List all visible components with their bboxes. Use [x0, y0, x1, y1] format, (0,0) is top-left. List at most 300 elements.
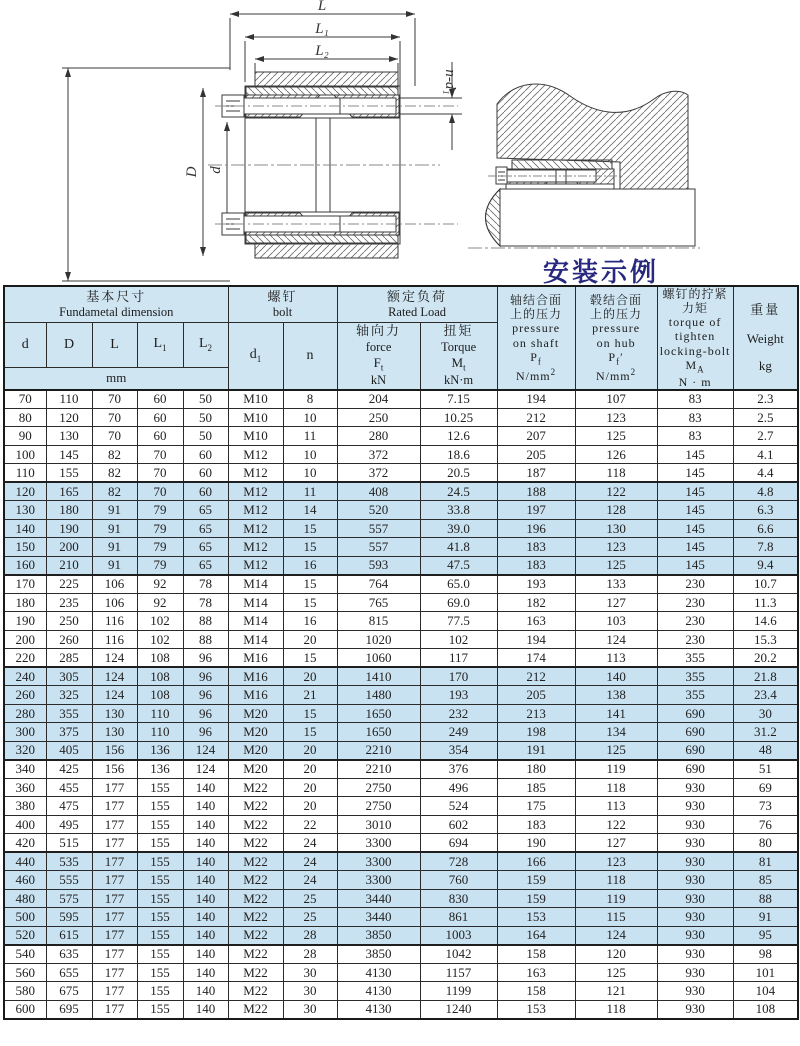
- table-row: [4, 926, 798, 945]
- cell: 355: [46, 704, 92, 723]
- cell: 31.2: [733, 723, 798, 742]
- cell: 24: [283, 852, 337, 871]
- cell: 141: [575, 704, 657, 723]
- table-row: [4, 630, 798, 649]
- col-axial-force: 轴向力 force $F_t$ kN: [337, 322, 420, 390]
- cell: 728: [420, 852, 497, 871]
- cell: 92: [137, 575, 183, 594]
- cell: 200: [46, 538, 92, 557]
- cell: 557: [337, 519, 420, 538]
- cell: 6.6: [733, 519, 798, 538]
- cell: 205: [497, 445, 575, 464]
- cell: M14: [228, 575, 283, 594]
- cell: 22: [283, 815, 337, 834]
- cell: 690: [657, 723, 733, 742]
- cell: 123: [575, 852, 657, 871]
- cell: 177: [92, 945, 137, 964]
- cell: 177: [92, 908, 137, 927]
- cell: 108: [137, 667, 183, 686]
- table-row: [4, 427, 798, 446]
- cell: M22: [228, 778, 283, 797]
- cell: 500: [4, 908, 46, 927]
- cell: 230: [657, 630, 733, 649]
- cell: 15: [283, 593, 337, 612]
- cell: 240: [4, 667, 46, 686]
- cell: 930: [657, 926, 733, 945]
- cell: 11: [283, 427, 337, 446]
- cell: 930: [657, 1000, 733, 1019]
- cell: 155: [137, 852, 183, 871]
- cell: 140: [183, 1000, 228, 1019]
- cell: 145: [657, 464, 733, 483]
- cell: 198: [497, 723, 575, 742]
- cell: 655: [46, 963, 92, 982]
- cell: M22: [228, 889, 283, 908]
- cell: 156: [92, 760, 137, 779]
- cell: 1157: [420, 963, 497, 982]
- cell: 425: [46, 760, 92, 779]
- cell: 140: [4, 519, 46, 538]
- cell: 70: [137, 445, 183, 464]
- cell: 175: [497, 797, 575, 816]
- cell: 107: [575, 390, 657, 409]
- cell: 155: [137, 797, 183, 816]
- cell: 124: [183, 760, 228, 779]
- header-tighten-torque: 螺钉的拧紧 力矩 torque of tighten locking-bolt $M_A$ N · m: [657, 286, 733, 390]
- table-row: [4, 945, 798, 964]
- cell: 155: [137, 834, 183, 853]
- cell: 191: [497, 741, 575, 760]
- cell: 91: [92, 501, 137, 520]
- table-row: [4, 686, 798, 705]
- cell: 118: [575, 871, 657, 890]
- cell: 80: [733, 834, 798, 853]
- cell: 70: [137, 482, 183, 501]
- cell: 88: [183, 630, 228, 649]
- cell: 79: [137, 501, 183, 520]
- cell: 4130: [337, 982, 420, 1001]
- cell: 15: [283, 649, 337, 668]
- cell: 155: [137, 889, 183, 908]
- cell: 4.1: [733, 445, 798, 464]
- cell: 4.4: [733, 464, 798, 483]
- cell: 560: [4, 963, 46, 982]
- cell: M16: [228, 686, 283, 705]
- cell: 25: [283, 908, 337, 927]
- cell: 60: [137, 390, 183, 409]
- table-row: [4, 575, 798, 594]
- cell: 96: [183, 667, 228, 686]
- cell: 930: [657, 963, 733, 982]
- cell: 3850: [337, 926, 420, 945]
- cell: 460: [4, 871, 46, 890]
- cell: M12: [228, 501, 283, 520]
- cell: 130: [575, 519, 657, 538]
- cell: 100: [4, 445, 46, 464]
- cell: 130: [46, 427, 92, 446]
- cell: 24: [283, 871, 337, 890]
- cell: 30: [283, 982, 337, 1001]
- cell: 60: [183, 445, 228, 464]
- cell: 24.5: [420, 482, 497, 501]
- cell: 21.8: [733, 667, 798, 686]
- cell: M20: [228, 723, 283, 742]
- technical-drawings: [0, 0, 800, 285]
- cell: 133: [575, 575, 657, 594]
- cell: 136: [137, 741, 183, 760]
- cell: 930: [657, 797, 733, 816]
- table-row: [4, 667, 798, 686]
- cell: 177: [92, 871, 137, 890]
- cell: 130: [92, 704, 137, 723]
- cell: 155: [137, 778, 183, 797]
- cell: 134: [575, 723, 657, 742]
- cell: 3300: [337, 852, 420, 871]
- cell: 164: [497, 926, 575, 945]
- cell: 77.5: [420, 612, 497, 631]
- cell: 128: [575, 501, 657, 520]
- table-row: [4, 908, 798, 927]
- cell: 76: [733, 815, 798, 834]
- cell: 25: [283, 889, 337, 908]
- cell: 1020: [337, 630, 420, 649]
- cell: 50: [183, 390, 228, 409]
- cell: M10: [228, 427, 283, 446]
- cell: M22: [228, 908, 283, 927]
- cell: M22: [228, 963, 283, 982]
- cell: 83: [657, 427, 733, 446]
- cell: M22: [228, 834, 283, 853]
- cell: 101: [733, 963, 798, 982]
- cell: 10: [283, 464, 337, 483]
- header-pressure-on-hub: 毂结合面 上的压力 pressure on hub $P_f'$ $N/mm^2$: [575, 286, 657, 390]
- cell: 120: [575, 945, 657, 964]
- cell: 249: [420, 723, 497, 742]
- cell: 20: [283, 741, 337, 760]
- table-row: [4, 723, 798, 742]
- cell: 183: [497, 815, 575, 834]
- cell: 50: [183, 408, 228, 427]
- cell: 177: [92, 797, 137, 816]
- cell: 78: [183, 575, 228, 594]
- cell: 690: [657, 760, 733, 779]
- cell: 225: [46, 575, 92, 594]
- cell: 675: [46, 982, 92, 1001]
- table-row: [4, 593, 798, 612]
- cell: 117: [420, 649, 497, 668]
- cell: 91: [92, 519, 137, 538]
- cell: 145: [657, 501, 733, 520]
- cell: 180: [4, 593, 46, 612]
- cell: 130: [4, 501, 46, 520]
- table-row: [4, 612, 798, 631]
- table-header: [4, 286, 798, 390]
- cell: M12: [228, 519, 283, 538]
- cell: 155: [137, 1000, 183, 1019]
- cell: 102: [137, 630, 183, 649]
- cell: 760: [420, 871, 497, 890]
- cell: 90: [4, 427, 46, 446]
- cell: 79: [137, 556, 183, 575]
- cell: 180: [46, 501, 92, 520]
- cell: 182: [497, 593, 575, 612]
- cell: 280: [4, 704, 46, 723]
- cell: 15: [283, 519, 337, 538]
- cell: 30: [283, 963, 337, 982]
- cell: 108: [137, 649, 183, 668]
- cell: 28: [283, 926, 337, 945]
- cell: 125: [575, 741, 657, 760]
- cell: 400: [4, 815, 46, 834]
- cell: 495: [46, 815, 92, 834]
- cell: 110: [4, 464, 46, 483]
- cell: 30: [733, 704, 798, 723]
- cell: 15.3: [733, 630, 798, 649]
- cell: 155: [137, 926, 183, 945]
- cell: 930: [657, 778, 733, 797]
- cell: 340: [4, 760, 46, 779]
- cell: 170: [4, 575, 46, 594]
- cell: 355: [657, 686, 733, 705]
- cell: 20.5: [420, 464, 497, 483]
- cell: M22: [228, 815, 283, 834]
- table-row: [4, 445, 798, 464]
- cell: 183: [497, 556, 575, 575]
- cell: M22: [228, 982, 283, 1001]
- cell: 140: [183, 963, 228, 982]
- cell: 82: [92, 445, 137, 464]
- cell: 65: [183, 519, 228, 538]
- cell: 188: [497, 482, 575, 501]
- cell: 158: [497, 945, 575, 964]
- cell: 155: [137, 945, 183, 964]
- cell: 602: [420, 815, 497, 834]
- cell: 145: [657, 519, 733, 538]
- cell: 120: [46, 408, 92, 427]
- cell: 116: [92, 630, 137, 649]
- cell: 185: [497, 778, 575, 797]
- cell: 2.5: [733, 408, 798, 427]
- cell: 122: [575, 482, 657, 501]
- cell: 81: [733, 852, 798, 871]
- cell: 18.6: [420, 445, 497, 464]
- cell: 207: [497, 427, 575, 446]
- cell: M22: [228, 945, 283, 964]
- cell: 163: [497, 963, 575, 982]
- cell: 540: [4, 945, 46, 964]
- cell: 116: [92, 612, 137, 631]
- header-pressure-on-shaft: 轴结合面 上的压力 pressure on shaft $P_f$ $N/mm^2$: [497, 286, 575, 390]
- cell: 405: [46, 741, 92, 760]
- installation-example-drawing: [468, 84, 700, 248]
- cell: 124: [92, 667, 137, 686]
- cell: 7.15: [420, 390, 497, 409]
- cell: 20: [283, 778, 337, 797]
- cell: 520: [337, 501, 420, 520]
- cell: 95: [733, 926, 798, 945]
- cell: 140: [183, 834, 228, 853]
- cell: 15: [283, 704, 337, 723]
- dimension-table: [3, 285, 799, 1020]
- col-d: d: [4, 322, 46, 367]
- cell: 372: [337, 464, 420, 483]
- cell: 83: [657, 390, 733, 409]
- cell: 166: [497, 852, 575, 871]
- cell: 3010: [337, 815, 420, 834]
- cell: M14: [228, 593, 283, 612]
- cell: 108: [137, 686, 183, 705]
- cell: 119: [575, 889, 657, 908]
- cell: 1042: [420, 945, 497, 964]
- cell: M12: [228, 464, 283, 483]
- cell: M22: [228, 926, 283, 945]
- cell: 694: [420, 834, 497, 853]
- cell: 108: [733, 1000, 798, 1019]
- cell: 1650: [337, 704, 420, 723]
- cell: 12.6: [420, 427, 497, 446]
- cell: 2.7: [733, 427, 798, 446]
- table-row: [4, 834, 798, 853]
- cell: 360: [4, 778, 46, 797]
- table-row: [4, 1000, 798, 1019]
- cell: M22: [228, 852, 283, 871]
- cell: 14.6: [733, 612, 798, 631]
- cell: 220: [4, 649, 46, 668]
- cell: 376: [420, 760, 497, 779]
- cell: 193: [420, 686, 497, 705]
- cell: 355: [657, 649, 733, 668]
- cell: 177: [92, 852, 137, 871]
- cell: 51: [733, 760, 798, 779]
- cell: 861: [420, 908, 497, 927]
- cell: 156: [92, 741, 137, 760]
- cell: 140: [183, 908, 228, 927]
- table-row: [4, 852, 798, 871]
- cell: 480: [4, 889, 46, 908]
- cell: 230: [657, 593, 733, 612]
- cell: 138: [575, 686, 657, 705]
- cell: 20: [283, 760, 337, 779]
- dim-label-d: d: [208, 166, 224, 174]
- cell: 118: [575, 1000, 657, 1019]
- cell: 124: [575, 926, 657, 945]
- cell: M12: [228, 556, 283, 575]
- cell: 180: [497, 760, 575, 779]
- unit-mm: mm: [4, 367, 228, 390]
- installation-example-caption: 安装示例: [543, 257, 660, 287]
- cell: 213: [497, 704, 575, 723]
- cell: 524: [420, 797, 497, 816]
- cell: 300: [4, 723, 46, 742]
- cell: 305: [46, 667, 92, 686]
- cell: 48: [733, 741, 798, 760]
- cell: 575: [46, 889, 92, 908]
- cell: 140: [183, 852, 228, 871]
- cell: 155: [137, 871, 183, 890]
- cell: 212: [497, 408, 575, 427]
- cell: 1240: [420, 1000, 497, 1019]
- cell: 96: [183, 704, 228, 723]
- cell: 121: [575, 982, 657, 1001]
- cell: 96: [183, 723, 228, 742]
- cell: 82: [92, 482, 137, 501]
- cell: 830: [420, 889, 497, 908]
- cell: 193: [497, 575, 575, 594]
- cell: 11: [283, 482, 337, 501]
- cell: 1003: [420, 926, 497, 945]
- cell: 145: [657, 482, 733, 501]
- cell: 375: [46, 723, 92, 742]
- cell: 110: [137, 704, 183, 723]
- col-L1: $L_1$: [137, 322, 183, 367]
- cell: 615: [46, 926, 92, 945]
- cell: 123: [575, 538, 657, 557]
- cell: 65: [183, 538, 228, 557]
- cell: 106: [92, 593, 137, 612]
- cell: 70: [92, 427, 137, 446]
- cell: M22: [228, 871, 283, 890]
- cell: 145: [657, 556, 733, 575]
- table-row: [4, 408, 798, 427]
- table-body: [4, 390, 798, 1019]
- cell: 124: [183, 741, 228, 760]
- cell: 695: [46, 1000, 92, 1019]
- cell: 140: [575, 667, 657, 686]
- cell: 106: [92, 575, 137, 594]
- cell: 496: [420, 778, 497, 797]
- cell: 2750: [337, 797, 420, 816]
- table-row: [4, 797, 798, 816]
- cell: 103: [575, 612, 657, 631]
- cell: 98: [733, 945, 798, 964]
- cell: 82: [92, 464, 137, 483]
- cell: 119: [575, 760, 657, 779]
- cell: M22: [228, 1000, 283, 1019]
- cell: 145: [657, 445, 733, 464]
- cell: 230: [657, 575, 733, 594]
- cell: 194: [497, 630, 575, 649]
- cell: 177: [92, 889, 137, 908]
- cell: 50: [183, 427, 228, 446]
- cell: 124: [575, 630, 657, 649]
- cell: 3440: [337, 908, 420, 927]
- cell: 79: [137, 538, 183, 557]
- cell: 39.0: [420, 519, 497, 538]
- cell: M22: [228, 797, 283, 816]
- cell: 6.3: [733, 501, 798, 520]
- cell: 73: [733, 797, 798, 816]
- cell: 210: [46, 556, 92, 575]
- cell: 2750: [337, 778, 420, 797]
- cell: 930: [657, 945, 733, 964]
- cell: 140: [183, 926, 228, 945]
- cell: 96: [183, 686, 228, 705]
- cell: 280: [337, 427, 420, 446]
- cell: 113: [575, 797, 657, 816]
- cell: 23.4: [733, 686, 798, 705]
- cell: 110: [137, 723, 183, 742]
- cell: 260: [46, 630, 92, 649]
- table-row: [4, 649, 798, 668]
- cell: 555: [46, 871, 92, 890]
- cell: 102: [420, 630, 497, 649]
- dim-label-n-d1: n-d₁: [442, 69, 458, 95]
- cell: 520: [4, 926, 46, 945]
- dim-label-L1: L₁: [315, 21, 329, 37]
- cell: 145: [46, 445, 92, 464]
- cell: 930: [657, 871, 733, 890]
- cell: 78: [183, 593, 228, 612]
